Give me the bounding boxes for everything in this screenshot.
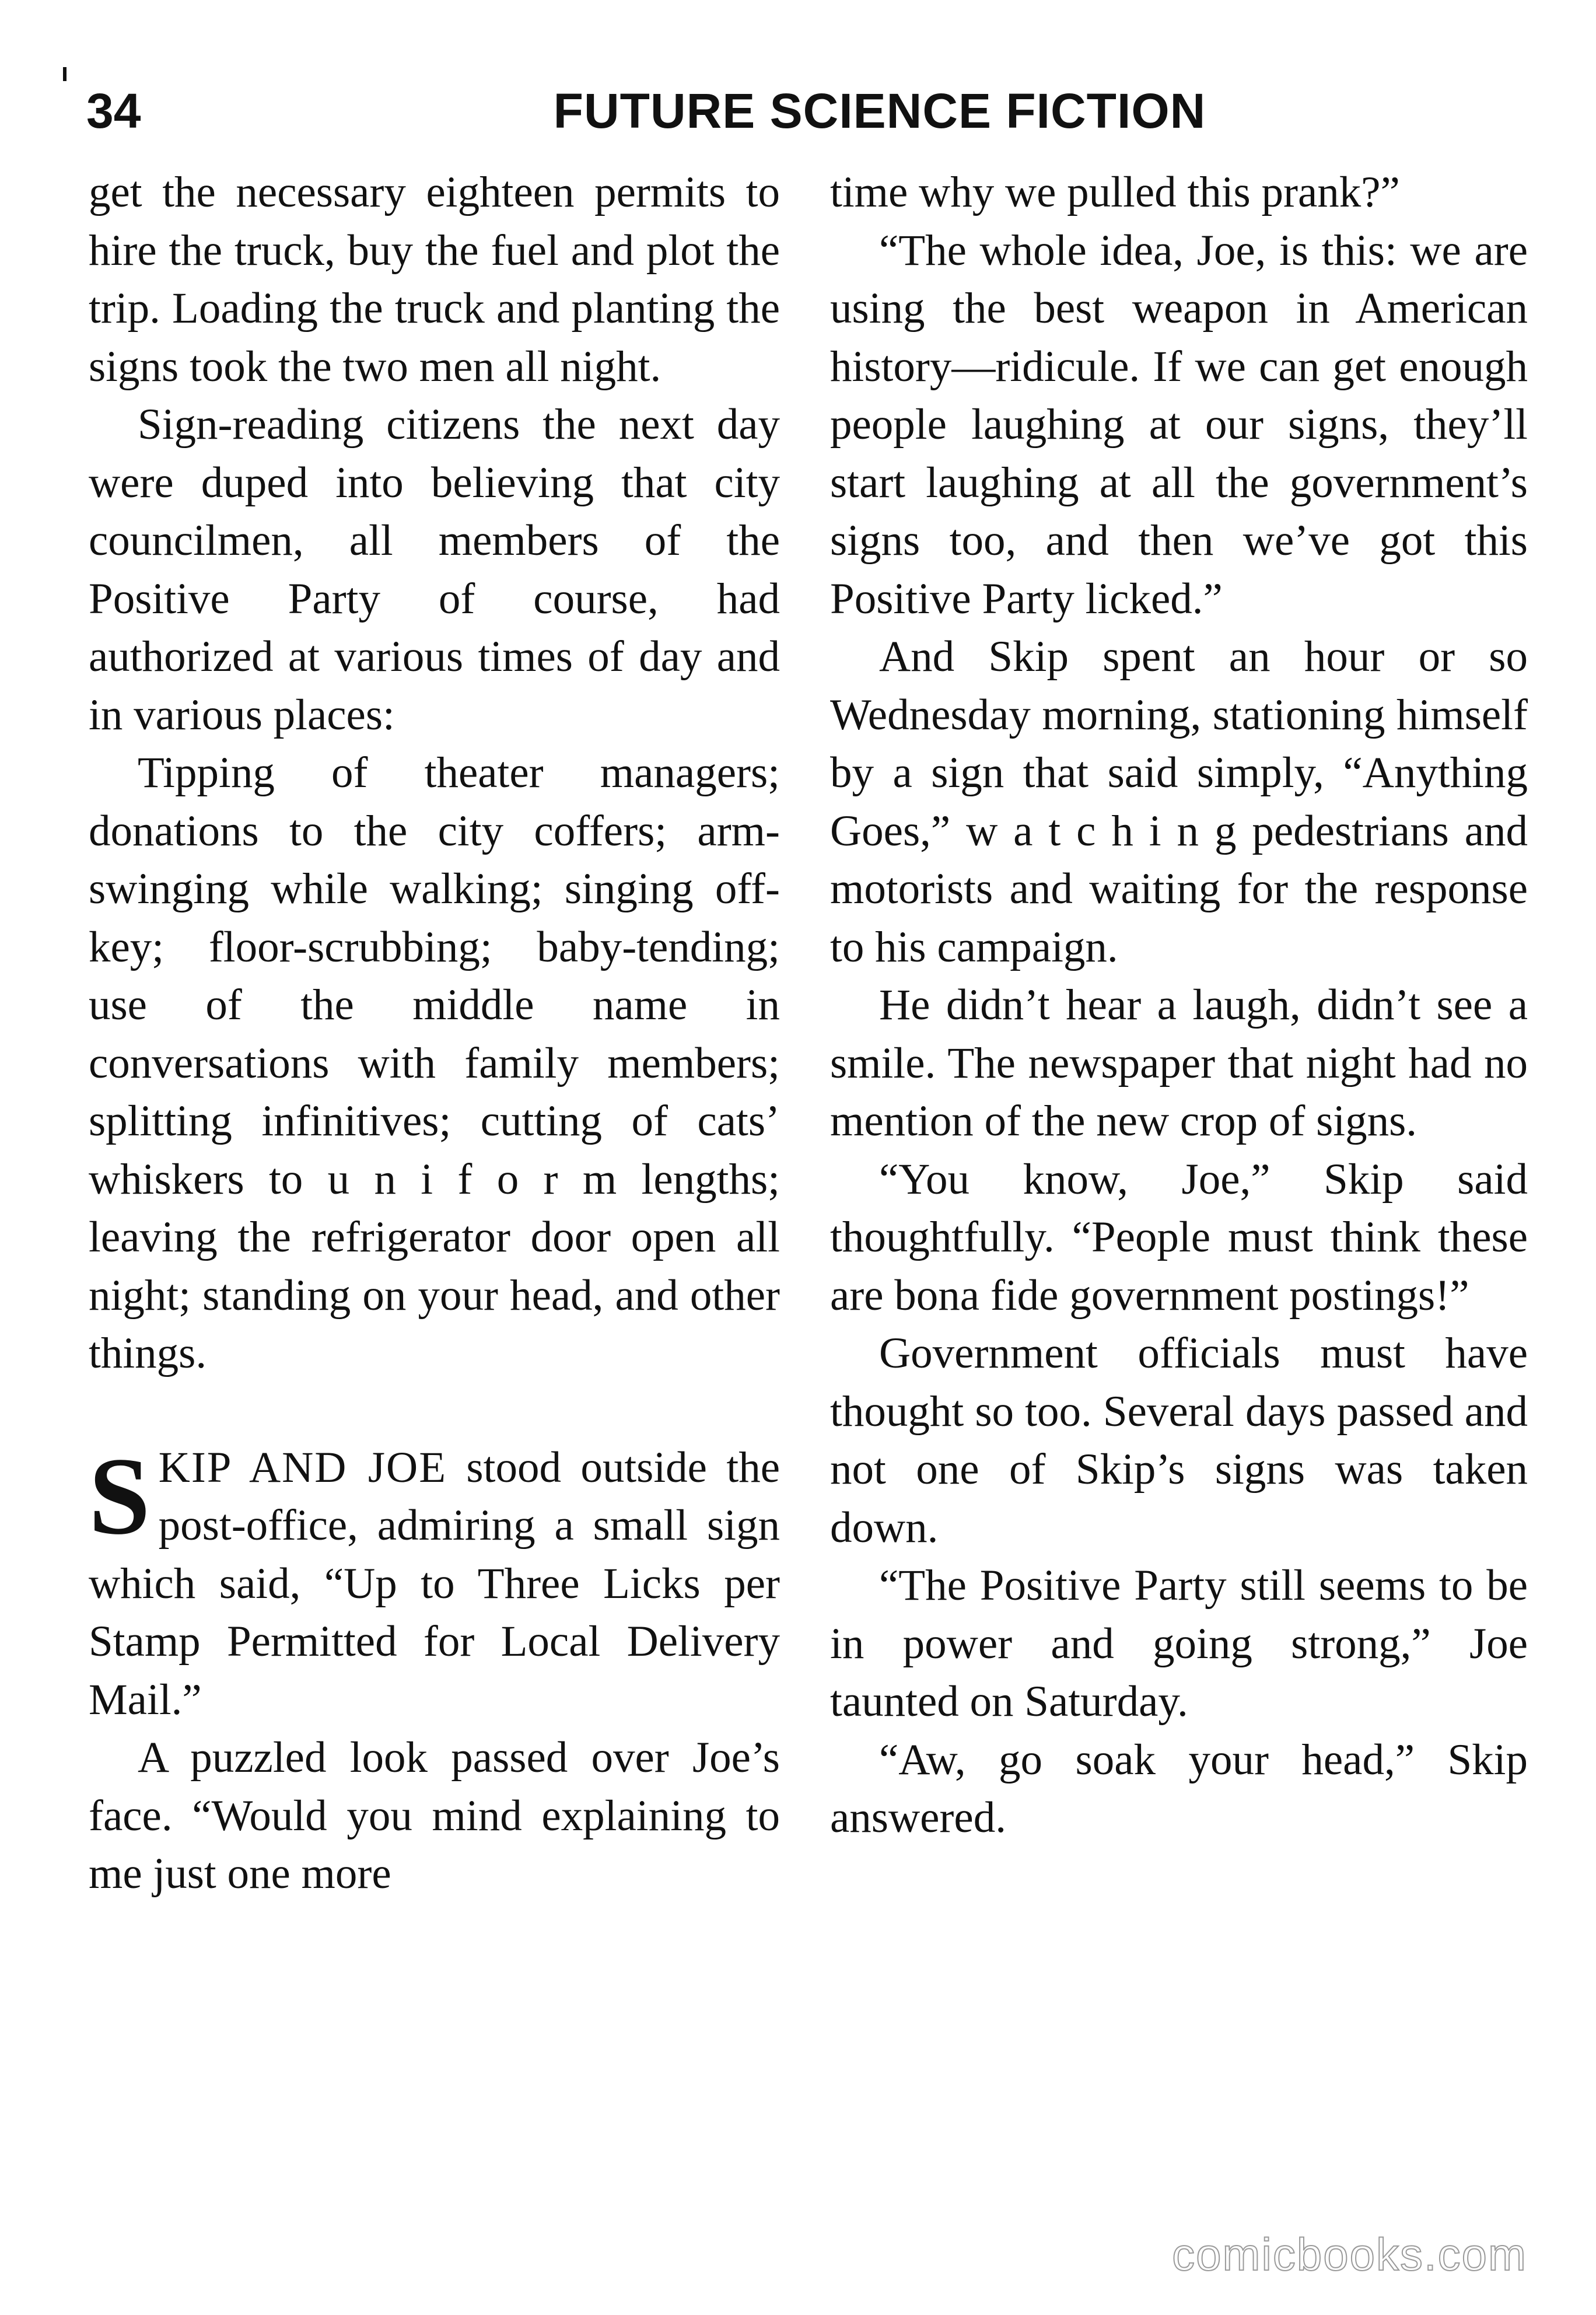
right-text-column: [830, 163, 1528, 1847]
paragraph: “The whole idea, Joe, is this: we are using the best weapon in American history—ridicule. If we can get enough people laughing at our signs, they’ll start laughing at all the government’s signs too, and then we’ve got this Positive Party licked.”: [830, 226, 1528, 623]
paragraph-text: stood outside the post-office, admiring a small sign which said, “Up to Three Licks per Stamp Permitted for Local Delivery Mail.”: [89, 1443, 780, 1724]
smallcaps-lead-in: KIP AND JOE: [158, 1443, 447, 1492]
page-number: 34: [86, 83, 141, 138]
paragraph: And Skip spent an hour or so Wednesday morning, stationing himself by a sign that said simply, “Anything Goes,” w a t c h i n g pedestrians and motorists and waiting for the response to his campaign.: [830, 632, 1528, 971]
paragraph: Sign-reading citizens the next day were duped into believing that city councilmen, all members of the Positive Party of course, had authorized at various times of day and in various places:: [89, 400, 780, 739]
drop-cap-letter: S: [89, 1435, 150, 1558]
margin-tick-mark: [63, 67, 66, 81]
paragraph: get the necessary eighteen permits to hire the truck, buy the fuel and plot the trip. Loading the truck and planting the signs took the two men all night.: [89, 168, 780, 391]
paragraph: “You know, Joe,” Skip said thoughtfully. “People must think these are bona fide government postings!”: [830, 1155, 1528, 1320]
paragraph: A puzzled look passed over Joe’s face. “Would you mind explaining to me just one more: [89, 1733, 780, 1898]
paragraph: “Aw, go soak your head,” Skip answered.: [830, 1735, 1528, 1842]
running-head-title: FUTURE SCIENCE FICTION: [553, 83, 1206, 138]
paragraph: Tipping of theater managers; donations to the city coffers; arm-swinging while walking; singing off-key; floor-scrubbing; baby-tending; use of the middle name in conversations with family members; splitting infinitives; cutting of cats’ whiskers to u n i f o r m lengths; leaving the refrigerator door open all night; standing on your head, and other things.: [89, 749, 780, 1377]
left-text-column: [89, 163, 780, 1903]
paragraph: He didn’t hear a laugh, didn’t see a smile. The newspaper that night had no mention of the new crop of signs.: [830, 981, 1528, 1145]
paragraph: time why we pulled this prank?”: [830, 168, 1400, 216]
section-break: [89, 1383, 780, 1439]
paragraph: “The Positive Party still seems to be in power and going strong,” Joe taunted on Saturday.: [830, 1561, 1528, 1726]
dropcap-paragraph: [89, 1435, 780, 1729]
site-watermark: comicbooks.com: [1172, 2229, 1527, 2280]
paragraph: Government officials must have thought so too. Several days passed and not one of Skip’s signs was taken down.: [830, 1329, 1528, 1552]
page-header: [86, 76, 1533, 146]
